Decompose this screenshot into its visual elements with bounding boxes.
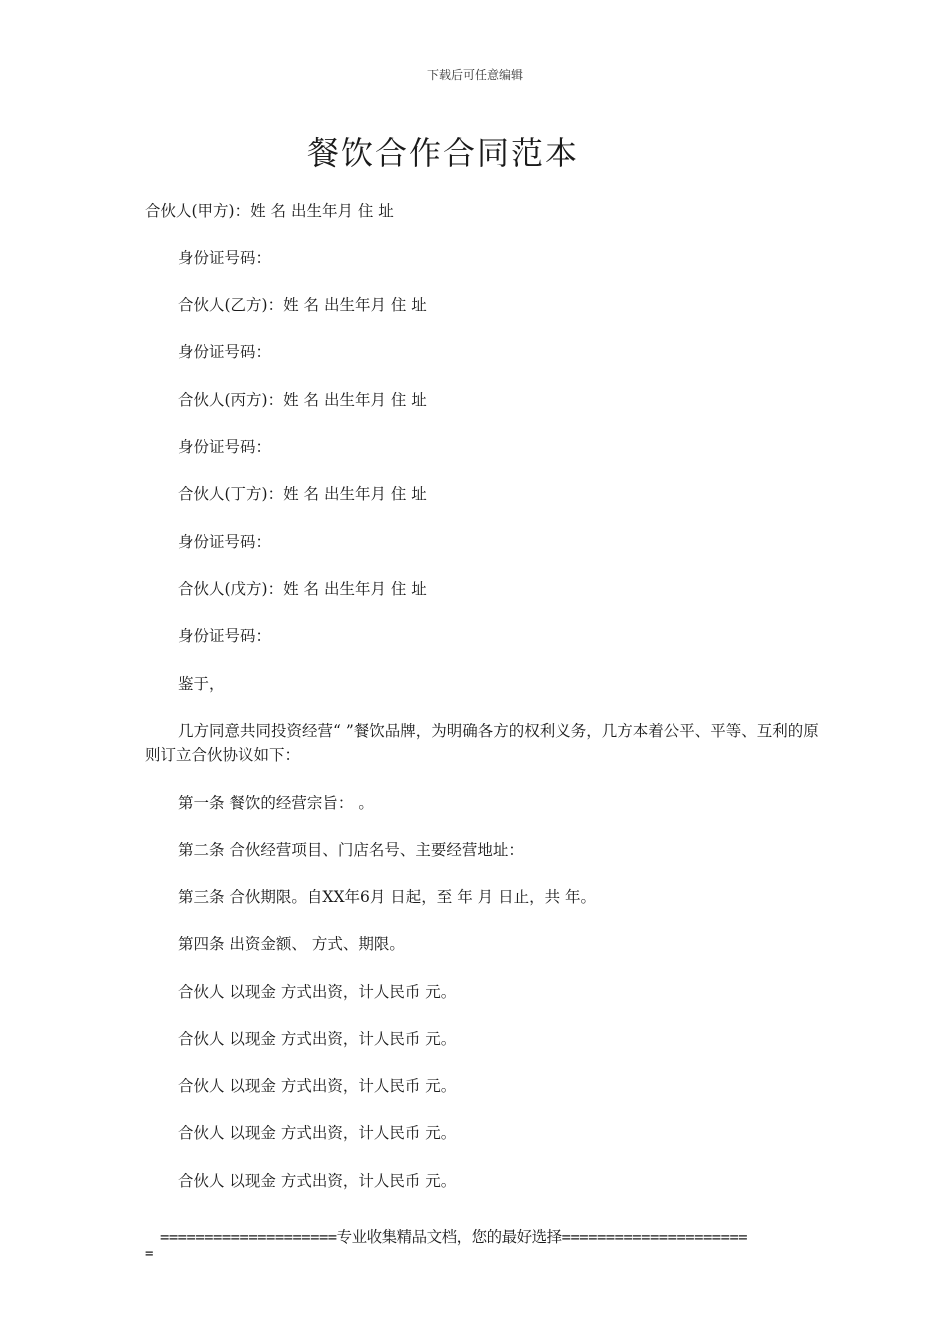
article-3: 第三条 合伙期限。自XX年6月 日起，至 年 月 日止，共 年。	[178, 888, 596, 906]
party-d-id: 身份证号码：	[178, 533, 272, 551]
intro-paragraph: 几方同意共同投资经营“ ”餐饮品牌，为明确各方的权利义务，几方本着公平、平等、互利的原则订立合伙协议如下：	[145, 722, 819, 764]
footer-banner: ====================专业收集精品文档，您的最好选择=====================	[160, 1228, 748, 1246]
party-b-id: 身份证号码：	[178, 343, 272, 361]
party-c-line: 合伙人(丙方)：姓 名 出生年月 住 址	[178, 391, 427, 409]
contribution-line: 合伙人 以现金 方式出资，计人民币 元。	[178, 1124, 457, 1142]
footer-banner-tail: =	[145, 1246, 154, 1262]
article-1: 第一条 餐饮的经营宗旨： 。	[178, 794, 374, 812]
party-d-line: 合伙人(丁方)：姓 名 出生年月 住 址	[178, 485, 427, 503]
page-header-note: 下载后可任意编辑	[426, 68, 523, 82]
article-4: 第四条 出资金额、 方式、期限。	[178, 935, 405, 953]
contribution-line: 合伙人 以现金 方式出资，计人民币 元。	[178, 983, 457, 1001]
party-c-id: 身份证号码：	[178, 438, 272, 456]
contribution-line: 合伙人 以现金 方式出资，计人民币 元。	[178, 1172, 457, 1190]
contribution-line: 合伙人 以现金 方式出资，计人民币 元。	[178, 1030, 457, 1048]
whereas-line: 鉴于，	[178, 675, 225, 693]
document-title: 餐饮合作合同范本	[306, 134, 579, 172]
party-e-line: 合伙人(戊方)：姓 名 出生年月 住 址	[178, 580, 427, 598]
party-e-id: 身份证号码：	[178, 627, 272, 645]
party-a-id: 身份证号码：	[178, 249, 272, 267]
party-b-line: 合伙人(乙方)：姓 名 出生年月 住 址	[178, 296, 427, 314]
party-a-line: 合伙人(甲方)：姓 名 出生年月 住 址	[145, 202, 394, 220]
contribution-line: 合伙人 以现金 方式出资，计人民币 元。	[178, 1077, 457, 1095]
article-2: 第二条 合伙经营项目、门店名号、主要经营地址：	[178, 841, 524, 859]
